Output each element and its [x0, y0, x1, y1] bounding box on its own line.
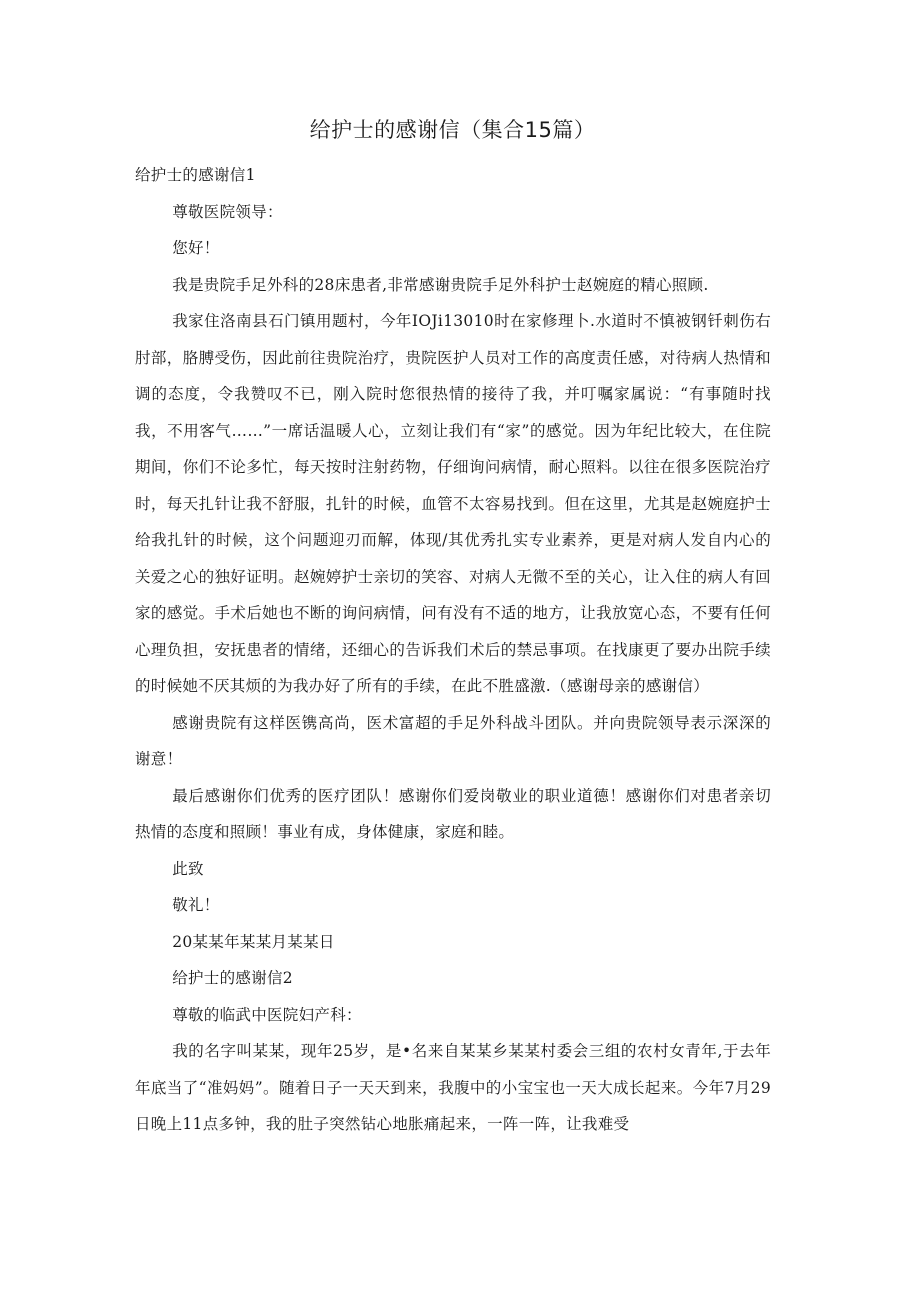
paragraph-11: 给护士的感谢信2: [172, 969, 293, 987]
document-body: [135, 157, 771, 1143]
document-title: 给护士的感谢信（集合15篇）: [309, 118, 596, 142]
paragraph-8: 此致: [172, 859, 204, 878]
paragraph-4: 我是贵院手足外科的28床患者,非常感谢贵院手足外科护士赵婉庭的精心照顾.: [172, 275, 709, 294]
paragraph-12: 尊敬的临武中医院妇产科：: [172, 1005, 362, 1024]
paragraph-7: 最后感谢你们优秀的医疗团队！感谢你们爱岗敬业的职业道德！感谢你们对患者亲切热情的态度和照顾！事业有成，身体健康，家庭和睦。: [135, 786, 771, 841]
paragraph-3: 您好！: [172, 239, 220, 257]
paragraph-2: 尊敬医院领导：: [172, 202, 283, 221]
paragraph-10: 20某某年某某月某某日: [172, 932, 335, 951]
paragraph-13: 我的名字叫某某，现年25岁，是•名来自某某乡某某村委会三组的农村女青年,于去年年底当了“准妈妈”。随着日子一天天到来，我腹中的小宝宝也一天大成长起来。今年7月29日晚上11点多钟，我的肚子突然钻心地胀痛起来，一阵一阵，让我难受: [135, 1042, 771, 1133]
paragraph-1: 给护士的感谢信1: [135, 166, 256, 184]
paragraph-9: 敬礼！: [172, 896, 220, 914]
paragraph-5: 我家住洛南县石门镇用题村，今年IOJi13010时在家修理卜.水道时不慎被钢钎刺伤右肘部，胳膊受伤，因此前往贵院治疗，贵院医护人员对工作的高度责任感，对待病人热情和调的态度，令我赞叹不已，刚入院时您很热情的接待了我，并叮嘱家属说：“有事随时找我，不用客气……”一席话温暖人心，立刻让我们有“家”的感觉。因为年纪比较大，在住院期间，你们不论多忙，每天按时注射药物，仔细询问病情，耐心照料。以往在很多医院治疗时，每天扎针让我不舒服，扎针的时候，血管不太容易找到。但在这里，尤其是赵婉庭护士给我扎针的时候，这个问题迎刃而解，体现/其优秀扎实专业素养，更是对病人发自内心的关爱之心的独好证明。赵婉婷护士亲切的笑容、对病人无微不至的关心，让入住的病人有回家的感觉。手术后她也不断的询问病情，问有没有不适的地方，让我放宽心态，不要有任何心理负担，安抚患者的情绪，还细心的告诉我们术后的禁忌事项。在找康更了要办出院手续的时候她不厌其烦的为我办好了所有的手续，在此不胜盛激.（感谢母亲的感谢信）: [135, 312, 771, 695]
paragraph-6: 感谢贵院有这样医镌高尚，医术富超的手足外科战斗团队。并向贵院领导表示深深的谢意！: [135, 713, 771, 768]
